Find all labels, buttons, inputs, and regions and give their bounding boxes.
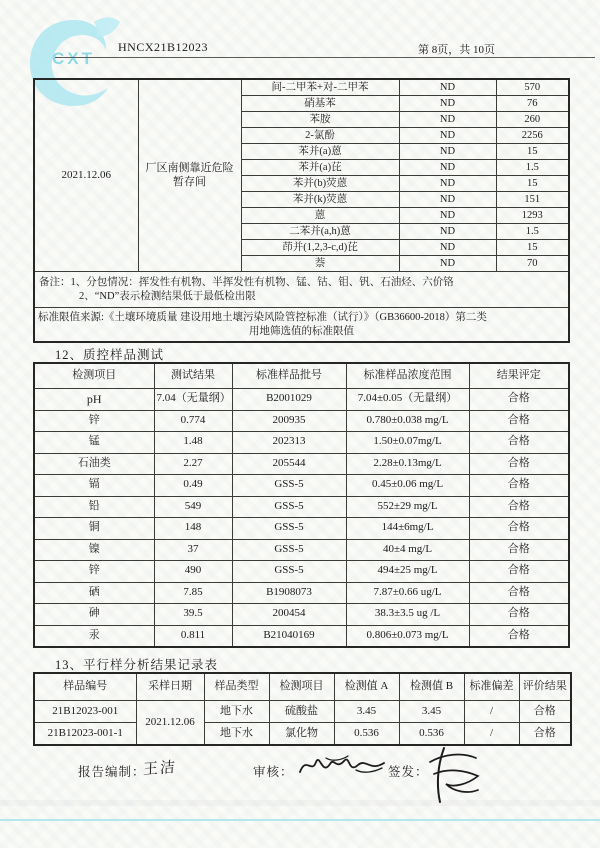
qc-range-cell: 144±6mg/L	[346, 518, 469, 540]
detection-results-table	[33, 78, 570, 343]
parallel-table-header	[34, 673, 571, 701]
logo-leaf	[94, 18, 120, 37]
parallel-header-cell: 标准偏差	[464, 673, 519, 701]
analyte-limit-cell: 570	[496, 79, 569, 96]
qc-batch-cell: 200935	[232, 410, 346, 432]
analyte-limit-cell: 1.5	[496, 224, 569, 240]
qc-batch-cell: 205544	[232, 453, 346, 475]
analyte-result-cell: ND	[399, 192, 496, 208]
parallel-deviation-cell: /	[464, 701, 519, 723]
analyte-result-cell: ND	[399, 256, 496, 272]
analyte-name-cell: 苯并(a)蒽	[241, 144, 399, 160]
qc-item-cell: 镉	[34, 475, 154, 497]
analyte-name-cell: 硝基苯	[241, 96, 399, 112]
qc-item-cell: 汞	[34, 625, 154, 647]
parallel-section-title: 13、平行样分析结果记录表	[55, 658, 219, 672]
qc-eval-cell: 合格	[469, 561, 569, 583]
analyte-name-cell: 苯胺	[241, 112, 399, 128]
qc-row	[34, 410, 569, 432]
qc-range-cell: 38.3±3.5 ug /L	[346, 604, 469, 626]
qc-header-cell: 测试结果	[154, 363, 232, 389]
qc-section-title: 12、质控样品测试	[55, 348, 165, 362]
detection-results-body	[34, 79, 569, 342]
analyte-name-cell: 苯并(k)荧蒽	[241, 192, 399, 208]
parallel-sample-type-cell: 地下水	[204, 723, 269, 746]
issuer-signature	[424, 744, 484, 806]
note-line-2: 2、“ND”表示检测结果低于最低检出限	[79, 290, 256, 302]
qc-batch-cell: 200454	[232, 604, 346, 626]
qc-result-cell: 39.5	[154, 604, 232, 626]
analyte-result-cell: ND	[399, 160, 496, 176]
qc-batch-cell: GSS-5	[232, 475, 346, 497]
qc-item-cell: 铜	[34, 518, 154, 540]
standard-source-cell	[34, 308, 569, 343]
qc-item-cell: 锌	[34, 410, 154, 432]
qc-eval-cell: 合格	[469, 518, 569, 540]
analyte-result-cell: ND	[399, 208, 496, 224]
qc-row	[34, 625, 569, 647]
standard-source-row	[34, 308, 569, 343]
analyte-name-cell: 2-氯酚	[241, 128, 399, 144]
qc-eval-cell: 合格	[469, 453, 569, 475]
notes-cell	[34, 272, 569, 308]
analyte-name-cell: 苯并(a)芘	[241, 160, 399, 176]
qc-result-cell: 37	[154, 539, 232, 561]
analyte-result-cell: ND	[399, 224, 496, 240]
analyte-limit-cell: 15	[496, 144, 569, 160]
notes-row	[34, 272, 569, 308]
parallel-table-body	[34, 701, 571, 746]
qc-batch-cell: GSS-5	[232, 539, 346, 561]
note-line-1: 备注：1、分包情况：挥发性有机物、半挥发性有机物、锰、钴、钼、钒、石油烃、六价铬	[39, 277, 454, 289]
source-line-1: 标准限值来源:《土壤环境质量 建设用地土壤污染风险管控标准（试行）》（GB36600-2018）第二类	[38, 312, 487, 324]
qc-result-cell: 0.774	[154, 410, 232, 432]
parallel-analysis-table	[33, 672, 572, 746]
parallel-header-cell: 采样日期	[136, 673, 204, 701]
qc-samples-table	[33, 362, 570, 648]
qc-batch-cell: B1908073	[232, 582, 346, 604]
analyte-limit-cell: 76	[496, 96, 569, 112]
qc-batch-cell: B21040169	[232, 625, 346, 647]
qc-batch-cell: GSS-5	[232, 561, 346, 583]
analyte-result-cell: ND	[399, 144, 496, 160]
issuer-label: 签发：	[388, 765, 429, 779]
footer-accent-line	[0, 819, 600, 821]
result-row	[34, 79, 569, 96]
parallel-item-cell: 硫酸盐	[269, 701, 334, 723]
page-indicator: 第 8页，共 10页	[418, 44, 495, 56]
qc-range-cell: 494±25 mg/L	[346, 561, 469, 583]
reviewer-signature	[296, 748, 388, 786]
analyte-result-cell: ND	[399, 128, 496, 144]
analyte-name-cell: 蒽	[241, 208, 399, 224]
qc-batch-cell: GSS-5	[232, 518, 346, 540]
analyte-limit-cell: 15	[496, 240, 569, 256]
qc-item-cell: 硒	[34, 582, 154, 604]
qc-eval-cell: 合格	[469, 410, 569, 432]
analyte-limit-cell: 260	[496, 112, 569, 128]
qc-eval-cell: 合格	[469, 539, 569, 561]
analyte-limit-cell: 151	[496, 192, 569, 208]
parallel-header-cell: 评价结果	[519, 673, 571, 701]
analyte-limit-cell: 1.5	[496, 160, 569, 176]
qc-row	[34, 539, 569, 561]
parallel-item-cell: 氯化物	[269, 723, 334, 746]
qc-batch-cell: 202313	[232, 432, 346, 454]
qc-item-cell: 石油类	[34, 453, 154, 475]
prepared-by-label: 报告编制：	[78, 765, 146, 779]
parallel-header-row	[34, 673, 571, 701]
analyte-name-cell: 茚并(1,2,3-c,d)芘	[241, 240, 399, 256]
reviewer-label: 审核：	[253, 765, 294, 779]
parallel-header-cell: 检测值 B	[399, 673, 464, 701]
qc-range-cell: 0.780±0.038 mg/L	[346, 410, 469, 432]
qc-result-cell: 490	[154, 561, 232, 583]
analyte-result-cell: ND	[399, 96, 496, 112]
qc-range-cell: 0.806±0.073 mg/L	[346, 625, 469, 647]
qc-item-cell: 砷	[34, 604, 154, 626]
parallel-value-b-cell: 0.536	[399, 723, 464, 746]
qc-range-cell: 7.87±0.66 ug/L	[346, 582, 469, 604]
qc-row	[34, 453, 569, 475]
qc-row	[34, 561, 569, 583]
qc-range-cell: 2.28±0.13mg/L	[346, 453, 469, 475]
qc-result-cell: 0.49	[154, 475, 232, 497]
parallel-eval-cell: 合格	[519, 723, 571, 746]
qc-result-cell: 549	[154, 496, 232, 518]
qc-range-cell: 7.04±0.05（无量纲）	[346, 389, 469, 411]
qc-item-cell: pH	[34, 389, 154, 411]
qc-row	[34, 582, 569, 604]
logo-text: CXT	[52, 49, 95, 68]
parallel-sample-id-cell: 21B12023-001	[34, 701, 136, 723]
parallel-sample-id-cell: 21B12023-001-1	[34, 723, 136, 746]
qc-result-cell: 1.48	[154, 432, 232, 454]
qc-eval-cell: 合格	[469, 604, 569, 626]
sample-date-cell: 2021.12.06	[34, 79, 138, 272]
qc-result-cell: 7.85	[154, 582, 232, 604]
qc-row	[34, 496, 569, 518]
parallel-eval-cell: 合格	[519, 701, 571, 723]
sample-location-cell: 厂区南侧靠近危险暂存间	[138, 79, 241, 272]
parallel-value-b-cell: 3.45	[399, 701, 464, 723]
qc-range-cell: 1.50±0.07mg/L	[346, 432, 469, 454]
parallel-sample-date-cell: 2021.12.06	[136, 701, 204, 746]
analyte-result-cell: ND	[399, 240, 496, 256]
analyte-name-cell: 苯并(b)荧蒽	[241, 176, 399, 192]
parallel-value-a-cell: 3.45	[334, 701, 399, 723]
analyte-limit-cell: 15	[496, 176, 569, 192]
qc-result-cell: 7.04（无量纲）	[154, 389, 232, 411]
document-number: HNCX21B12023	[118, 40, 209, 54]
qc-item-cell: 铅	[34, 496, 154, 518]
qc-table-header	[34, 363, 569, 389]
analyte-limit-cell: 70	[496, 256, 569, 272]
qc-result-cell: 148	[154, 518, 232, 540]
qc-eval-cell: 合格	[469, 432, 569, 454]
analyte-result-cell: ND	[399, 176, 496, 192]
qc-range-cell: 552±29 mg/L	[346, 496, 469, 518]
qc-row	[34, 518, 569, 540]
qc-header-cell: 结果评定	[469, 363, 569, 389]
parallel-row	[34, 701, 571, 723]
parallel-header-cell: 检测项目	[269, 673, 334, 701]
qc-row	[34, 604, 569, 626]
qc-eval-cell: 合格	[469, 625, 569, 647]
qc-eval-cell: 合格	[469, 389, 569, 411]
qc-table-body	[34, 389, 569, 648]
qc-row	[34, 432, 569, 454]
qc-result-cell: 2.27	[154, 453, 232, 475]
qc-eval-cell: 合格	[469, 496, 569, 518]
qc-eval-cell: 合格	[469, 582, 569, 604]
analyte-limit-cell: 1293	[496, 208, 569, 224]
parallel-header-cell: 检测值 A	[334, 673, 399, 701]
source-line-2: 用地筛选值的标准限值	[249, 325, 354, 337]
parallel-row	[34, 723, 571, 746]
qc-item-cell: 锰	[34, 432, 154, 454]
analyte-name-cell: 萘	[241, 256, 399, 272]
qc-row	[34, 389, 569, 411]
qc-batch-cell: GSS-5	[232, 496, 346, 518]
qc-range-cell: 40±4 mg/L	[346, 539, 469, 561]
qc-header-row	[34, 363, 569, 389]
qc-header-cell: 检测项目	[34, 363, 154, 389]
qc-row	[34, 475, 569, 497]
parallel-deviation-cell: /	[464, 723, 519, 746]
analyte-result-cell: ND	[399, 112, 496, 128]
prepared-by-name-handwritten: 王洁	[142, 759, 178, 779]
qc-item-cell: 镍	[34, 539, 154, 561]
scan-smudge	[0, 800, 600, 806]
qc-header-cell: 标准样品浓度范围	[346, 363, 469, 389]
qc-header-cell: 标准样品批号	[232, 363, 346, 389]
parallel-header-cell: 样品类型	[204, 673, 269, 701]
analyte-limit-cell: 2256	[496, 128, 569, 144]
analyte-result-cell: ND	[399, 79, 496, 96]
analyte-name-cell: 二苯并(a,h)蒽	[241, 224, 399, 240]
qc-result-cell: 0.811	[154, 625, 232, 647]
qc-range-cell: 0.45±0.06 mg/L	[346, 475, 469, 497]
parallel-value-a-cell: 0.536	[334, 723, 399, 746]
qc-item-cell: 锌	[34, 561, 154, 583]
parallel-sample-type-cell: 地下水	[204, 701, 269, 723]
qc-batch-cell: B2001029	[232, 389, 346, 411]
parallel-header-cell: 样品编号	[34, 673, 136, 701]
analyte-name-cell: 间-二甲苯+对-二甲苯	[241, 79, 399, 96]
header-rule	[55, 57, 595, 58]
qc-eval-cell: 合格	[469, 475, 569, 497]
